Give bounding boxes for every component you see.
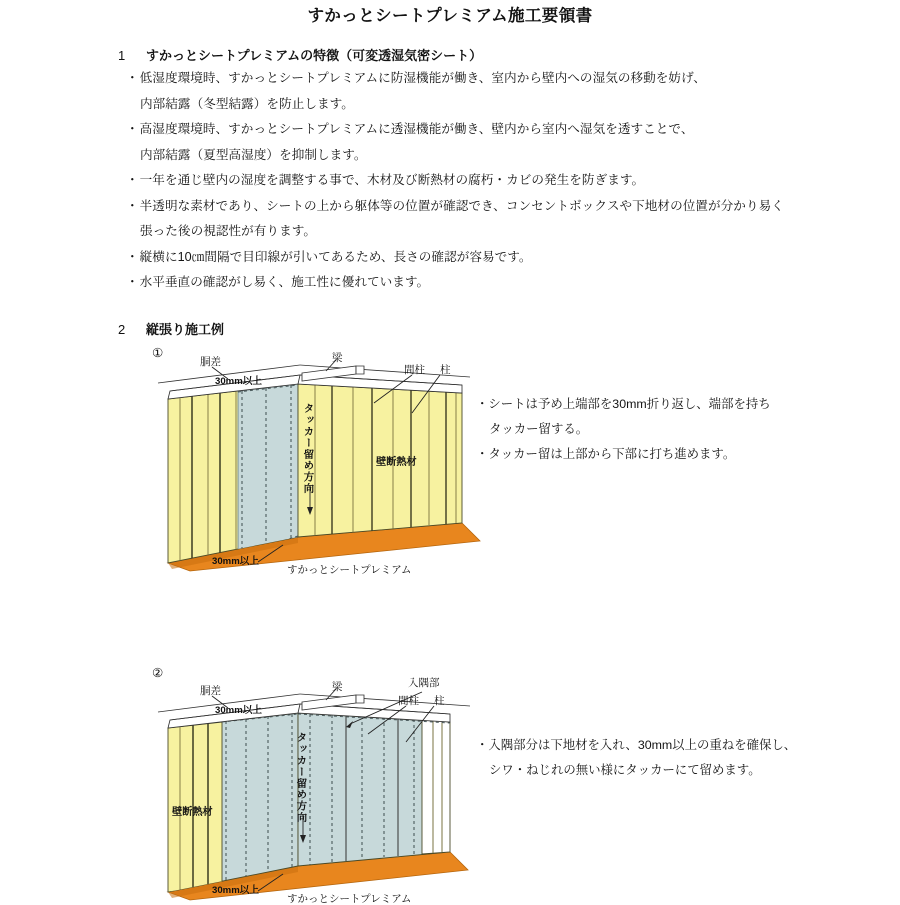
bullet-line: ・半透明な素材であり、シートの上から躯体等の位置が確認でき、コンセントボックスや下地材の位置が分かり易く — [126, 198, 784, 213]
bullet-line: ・低湿度環境時、すかっとシートプレミアムに防湿機能が働き、室内から壁内への湿気の移動を妨げ、 — [126, 71, 706, 85]
figure-1-svg — [150, 352, 490, 595]
section-1-heading — [118, 45, 482, 64]
bullet-line: ・縦横に10㎝間隔で目印線が引いてあるため、長さの確認が容易です。 — [126, 249, 532, 264]
beam-end — [356, 366, 364, 374]
beam-end — [356, 695, 364, 703]
label-hari: 梁 — [332, 681, 343, 693]
label-wall-insulation: 壁断熱材 — [376, 457, 417, 468]
figure-2-note-line: ・入隅部分は下地材を入れ、30mm以上の重ねを確保し、 — [476, 738, 797, 752]
label-mabashira: 間柱 — [404, 364, 425, 376]
bullet-line: ・一年を通じ壁内の湿度を調整する事で、木材及び断熱材の腐朽・カビの発生を防ぎます。 — [126, 173, 645, 187]
label-wall-insulation: 壁断熱材 — [172, 807, 213, 818]
section-2-title: 縦張り施工例 — [146, 322, 225, 337]
label-bottom-margin: 30mm以上 — [212, 556, 259, 567]
label-hari: 梁 — [332, 352, 343, 364]
figure-2-illustration — [150, 677, 490, 905]
section-1-number: 1 — [118, 48, 126, 63]
label-tacker-direction: タッカー留め方向 — [294, 732, 306, 824]
figure-1-note-line: ・シートは予め上端部を30mm折り返し、端部を持ち — [476, 397, 771, 411]
label-hashira: 柱 — [440, 364, 451, 376]
uncovered-bay — [422, 719, 450, 854]
section-2-heading — [118, 319, 224, 338]
bullet-line: 内部結露（夏型高湿度）を抑制します。 — [140, 147, 367, 162]
label-hashira: 柱 — [434, 695, 445, 707]
sheet-panel-left — [238, 384, 298, 557]
bullet-line: 張った後の視認性が有ります。 — [140, 224, 317, 238]
feature-bullet-list — [126, 66, 886, 296]
figure-1-notes — [476, 392, 771, 467]
bullet-line: ・水平垂直の確認がし易く、施工性に優れています。 — [126, 275, 430, 289]
section-2-number: 2 — [118, 322, 126, 337]
label-bottom-margin: 30mm以上 — [212, 885, 259, 896]
figure-2-svg — [150, 677, 490, 905]
label-tacker-direction: タッカー留め方向 — [301, 403, 313, 495]
figure-2-marker: ② — [152, 666, 164, 680]
figure-2-notes — [476, 733, 796, 783]
label-corner: 入隅部 — [408, 677, 440, 689]
page-title: すかっとシートプレミアム施工要領書 — [307, 7, 593, 25]
label-doushi: 胴差 — [200, 356, 221, 368]
label-sheet-name: すかっとシートプレミアム — [287, 893, 412, 905]
label-top-margin: 30mm以上 — [215, 376, 262, 387]
figure-1-illustration — [150, 352, 490, 595]
bullet-line: 内部結露（冬型結露）を防止します。 — [140, 96, 354, 111]
figure-1-note-line: ・タッカー留は上部から下部に打ち進めます。 — [476, 447, 736, 461]
section-1-title: すかっとシートプレミアムの特徴（可変透湿気密シート） — [146, 48, 483, 63]
figure-1-note-line: タッカー留する。 — [489, 422, 589, 436]
label-doushi: 胴差 — [200, 685, 221, 697]
bullet-line: ・高湿度環境時、すかっとシートプレミアムに透湿機能が働き、壁内から室内へ湿気を透すことで、 — [126, 122, 694, 136]
figure-2-note-line: シワ・ねじれの無い様にタッカーにて留めます。 — [489, 763, 761, 777]
label-sheet-name: すかっとシートプレミアム — [287, 564, 412, 576]
label-mabashira: 間柱 — [398, 695, 419, 707]
label-top-margin: 30mm以上 — [215, 705, 262, 716]
figure-1-marker: ① — [152, 346, 164, 360]
